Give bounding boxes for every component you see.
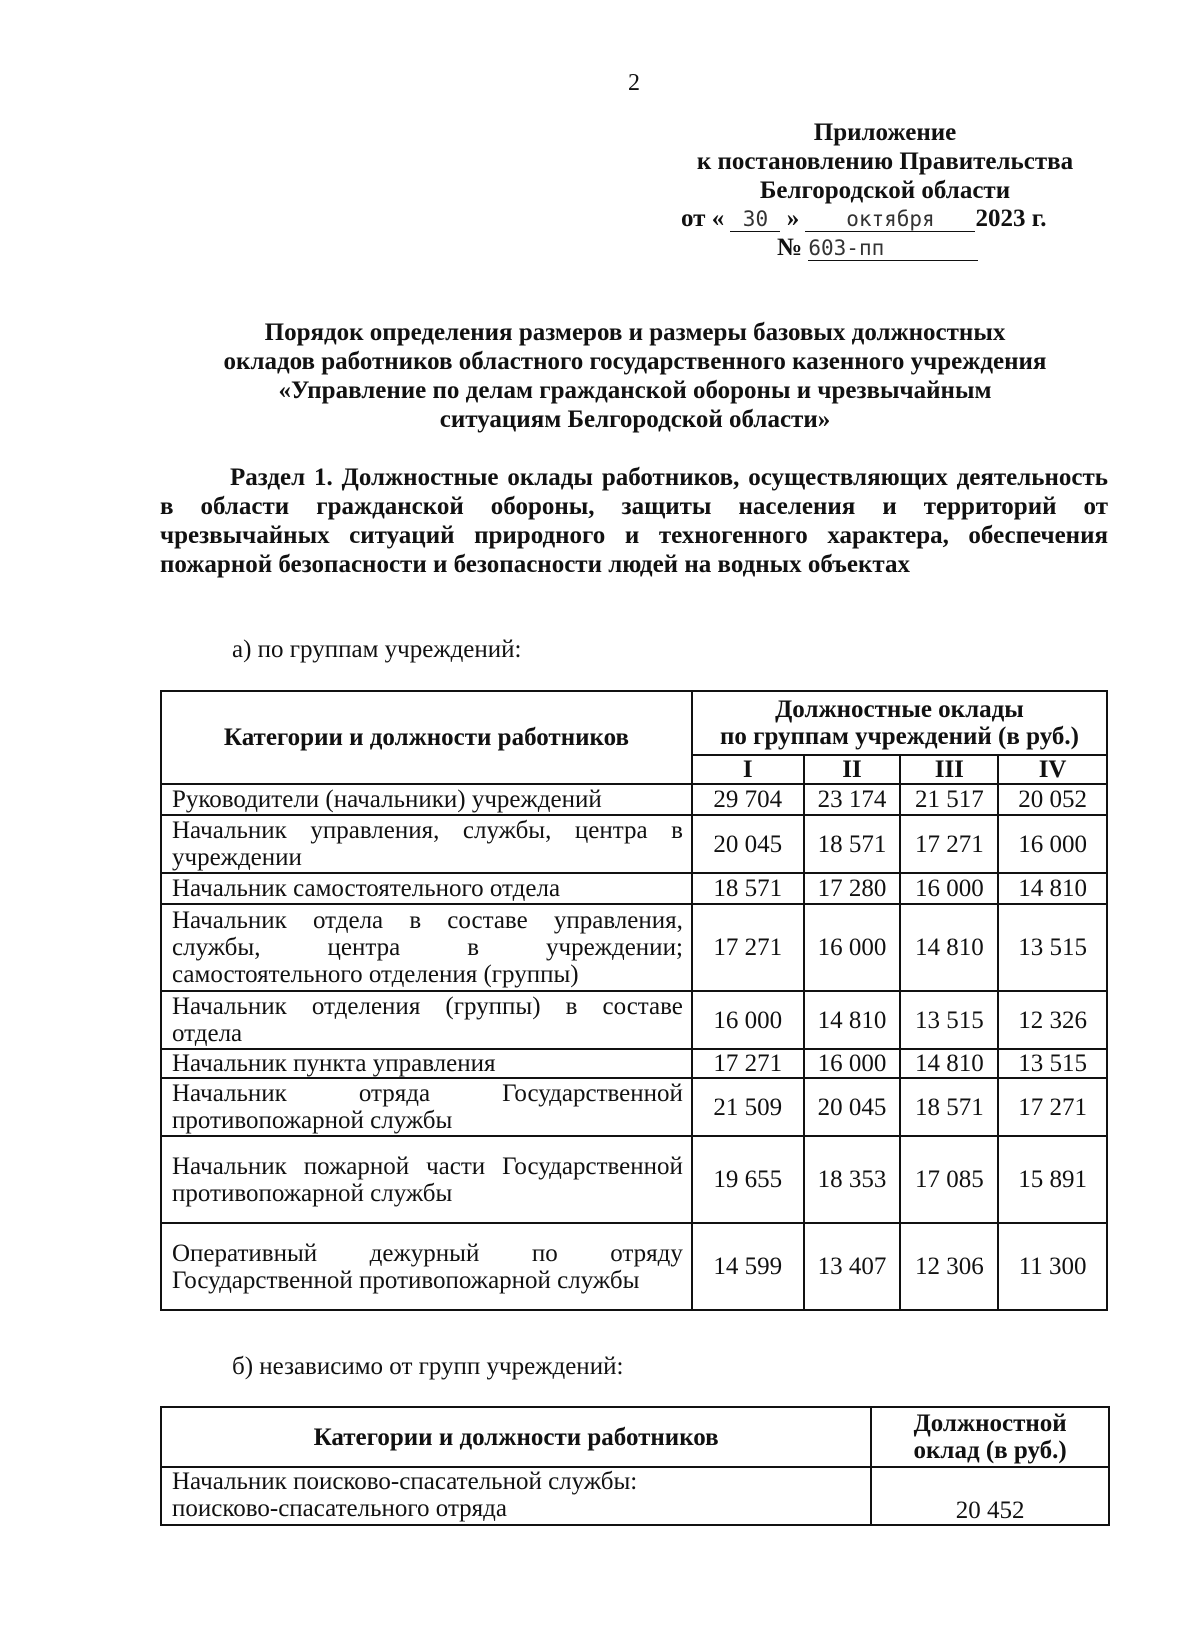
salary-cell: 23 174	[804, 784, 901, 815]
subheading-b: б) независимо от групп учреждений:	[232, 1353, 624, 1380]
salary-cell: 17 271	[998, 1078, 1107, 1136]
salary-cell: 13 515	[900, 991, 998, 1049]
category-line-2: поисково-спасательного отряда	[172, 1495, 507, 1522]
table-b-header-salary	[871, 1407, 1109, 1467]
salary-cell: 21 509	[692, 1078, 804, 1136]
category-cell: Начальник пункта управления	[161, 1049, 692, 1078]
group-header: II	[804, 755, 901, 784]
table-b-header-salary-line1: Должностной	[913, 1410, 1067, 1437]
salary-cell: 16 000	[692, 991, 804, 1049]
group-header: I	[692, 755, 804, 784]
category-cell: Начальник отдела в составе управления, службы, центра в учреждении; самостоятельного отделения (группы)	[161, 904, 692, 991]
resolution-date	[681, 205, 1047, 233]
category-cell: Начальник отряда Государственной противопожарной службы	[161, 1078, 692, 1136]
salary-cell: 18 571	[804, 815, 901, 873]
salary-cell: 20 045	[692, 815, 804, 873]
salary-cell: 18 353	[804, 1136, 901, 1223]
table-row	[161, 1136, 1107, 1223]
subheading-a: а) по группам учреждений:	[232, 636, 522, 663]
group-header: III	[900, 755, 998, 784]
category-line-1: Начальник поисково-спасательной службы:	[172, 1468, 638, 1495]
table-header-category: Категории и должности работников	[161, 691, 692, 784]
salary-cell: 20 045	[804, 1078, 901, 1136]
salary-cell: 11 300	[998, 1223, 1107, 1310]
salary-cell: 17 271	[692, 904, 804, 991]
salary-cell: 14 810	[900, 904, 998, 991]
table-row	[161, 815, 1107, 873]
appendix-header	[655, 118, 1115, 205]
salary-cell: 21 517	[900, 784, 998, 815]
salary-cell: 16 000	[804, 1049, 901, 1078]
table-row	[161, 991, 1107, 1049]
date-year: 2023 г.	[975, 205, 1047, 232]
category-cell	[161, 1467, 871, 1525]
date-mid: »	[786, 205, 800, 232]
table-b-header-category: Категории и должности работников	[161, 1407, 871, 1467]
date-prefix: от «	[681, 205, 725, 232]
category-cell: Оперативный дежурный по отряду Государственной противопожарной службы	[161, 1223, 692, 1310]
category-cell: Начальник самостоятельного отдела	[161, 873, 692, 904]
category-cell: Начальник отделения (группы) в составе отдела	[161, 991, 692, 1049]
salary-cell: 13 515	[998, 1049, 1107, 1078]
salary-cell: 13 515	[998, 904, 1107, 991]
number-prefix: №	[777, 234, 803, 261]
salary-cell: 12 306	[900, 1223, 998, 1310]
section-1-heading: Раздел 1. Должностные оклады работников, осуществляющих деятельность в области гражданской обороны, защиты населения и территорий от чрезвычайных ситуаций природного и техногенного характера, обеспечения пожарной безопасности и безопасности людей на водных объектах	[160, 464, 1108, 578]
table-row	[161, 1078, 1107, 1136]
table-row	[161, 1049, 1107, 1078]
salary-cell: 14 810	[998, 873, 1107, 904]
date-month: октября	[805, 207, 975, 232]
category-cell: Начальник управления, службы, центра в учреждении	[161, 815, 692, 873]
salary-cell: 20 052	[998, 784, 1107, 815]
appendix-line-3: Белгородской области	[759, 177, 1011, 204]
salary-cell: 18 571	[692, 873, 804, 904]
table-header-groups	[692, 691, 1107, 755]
table-row	[161, 784, 1107, 815]
table-row	[161, 1467, 1109, 1525]
title-line-4: ситуациям Белгородской области»	[439, 406, 831, 433]
salary-table-independent	[160, 1406, 1110, 1526]
group-header: IV	[998, 755, 1107, 784]
salary-cell: 17 271	[900, 815, 998, 873]
salary-cell: 16 000	[804, 904, 901, 991]
salary-cell: 14 810	[804, 991, 901, 1049]
salary-cell: 16 000	[900, 873, 998, 904]
salary-cell: 20 452	[871, 1467, 1109, 1525]
title-line-1: Порядок определения размеров и размеры базовых должностных	[264, 319, 1006, 346]
appendix-title: Приложение	[813, 119, 957, 146]
salary-cell: 12 326	[998, 991, 1107, 1049]
title-line-3: «Управление по делам гражданской обороны и чрезвычайным	[278, 377, 992, 404]
category-cell: Руководители (начальники) учреждений	[161, 784, 692, 815]
salary-cell: 16 000	[998, 815, 1107, 873]
table-b-header-salary-line2: оклад (в руб.)	[913, 1437, 1067, 1464]
salary-cell: 17 085	[900, 1136, 998, 1223]
document-title	[150, 318, 1120, 434]
resolution-number	[777, 234, 978, 262]
title-line-2: окладов работников областного государственного казенного учреждения	[223, 348, 1047, 375]
salary-table-by-groups	[160, 690, 1108, 1311]
salary-cell: 29 704	[692, 784, 804, 815]
number-value: 603-пп	[808, 236, 978, 261]
salary-cell: 14 810	[900, 1049, 998, 1078]
salary-cell: 13 407	[804, 1223, 901, 1310]
salary-cell: 19 655	[692, 1136, 804, 1223]
table-header-groups-line2: по группам учреждений (в руб.)	[719, 723, 1079, 750]
appendix-line-2: к постановлению Правительства	[696, 148, 1074, 175]
salary-cell: 17 280	[804, 873, 901, 904]
date-day: 30	[730, 207, 780, 232]
category-cell: Начальник пожарной части Государственной противопожарной службы	[161, 1136, 692, 1223]
table-row	[161, 904, 1107, 991]
table-header-groups-line1: Должностные оклады	[775, 696, 1024, 723]
salary-cell: 18 571	[900, 1078, 998, 1136]
salary-cell: 15 891	[998, 1136, 1107, 1223]
salary-cell: 17 271	[692, 1049, 804, 1078]
salary-cell: 14 599	[692, 1223, 804, 1310]
table-row	[161, 873, 1107, 904]
table-row	[161, 1223, 1107, 1310]
page-number: 2	[628, 70, 640, 96]
